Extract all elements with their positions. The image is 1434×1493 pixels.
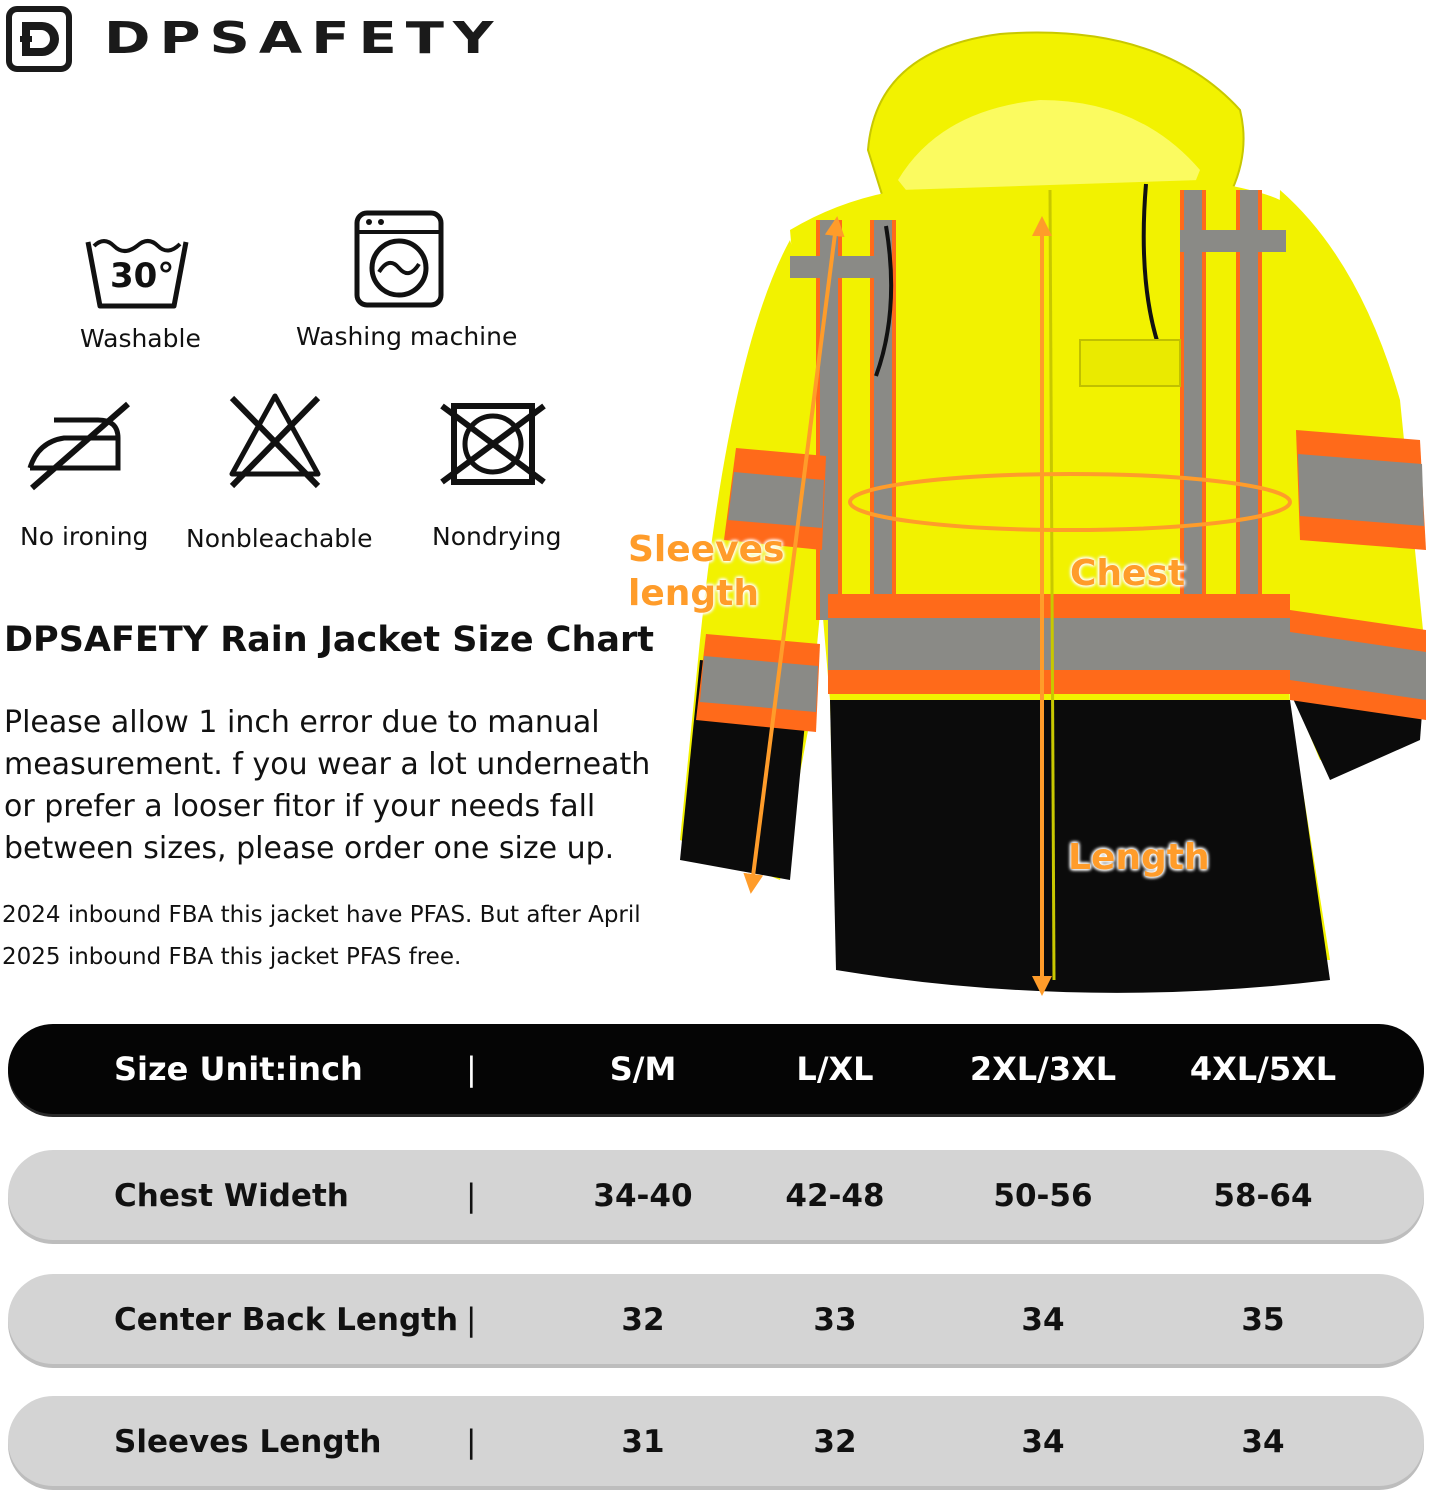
logo-d-icon [6, 6, 72, 72]
table-cell: 32 [621, 1302, 665, 1338]
table-cell: 42-48 [785, 1178, 885, 1214]
table-cell: 34 [1021, 1302, 1065, 1338]
note-line: or prefer a looser fitor if your needs fall [4, 789, 596, 824]
row-label: Center Back Length [114, 1302, 459, 1338]
table-cell: 32 [813, 1424, 857, 1460]
pfas-line: 2025 inbound FBA this jacket PFAS free. [2, 944, 462, 970]
size-column-header: 2XL/3XL [969, 1050, 1117, 1088]
row-label: Sleeves Length [114, 1424, 382, 1460]
care-label-nondrying: Nondrying [432, 522, 562, 551]
size-column-header: 4XL/5XL [1189, 1050, 1337, 1088]
no-tumble-dry-icon [438, 402, 548, 486]
sleeves-length-callout [628, 528, 784, 616]
table-cell: 34 [1021, 1424, 1065, 1460]
care-label-washable: Washable [80, 324, 201, 353]
care-label-nonbleachable: Nonbleachable [186, 524, 373, 553]
table-cell: 50-56 [993, 1178, 1093, 1214]
size-chart-title: DPSAFETY Rain Jacket Size Chart [4, 620, 654, 660]
row-separator: | [466, 1302, 477, 1338]
size-table-header [8, 1024, 1424, 1114]
row-separator: | [466, 1178, 477, 1214]
header-separator: | [466, 1050, 477, 1088]
no-iron-icon [24, 398, 134, 494]
callout-line: length [628, 573, 759, 614]
length-callout: Length [1068, 837, 1210, 878]
header-label: Size Unit:inch [114, 1050, 363, 1088]
table-row-center-back-length [8, 1274, 1424, 1364]
note-line: between sizes, please order one size up. [4, 831, 615, 866]
table-cell: 34-40 [593, 1178, 693, 1214]
note-line: measurement. f you wear a lot underneath [4, 747, 651, 782]
wash-temperature: 30° [110, 256, 175, 296]
measurement-note [4, 702, 651, 870]
pfas-note [2, 894, 652, 978]
row-separator: | [466, 1424, 477, 1460]
washing-machine-icon [354, 210, 444, 308]
callout-line: Sleeves [628, 529, 785, 570]
row-label: Chest Wideth [114, 1178, 349, 1214]
brand-logo-mark [6, 6, 72, 72]
table-cell: 33 [813, 1302, 857, 1338]
table-cell: 31 [621, 1424, 665, 1460]
table-row-sleeves-length [8, 1396, 1424, 1486]
table-cell: 35 [1241, 1302, 1285, 1338]
chest-callout: Chest [1070, 553, 1186, 594]
jacket-image [640, 20, 1434, 1010]
note-line: Please allow 1 inch error due to manual [4, 705, 600, 740]
care-label-no-ironing: No ironing [20, 522, 149, 551]
pfas-line: 2024 inbound FBA this jacket have PFAS. But after April [2, 902, 641, 928]
table-cell: 58-64 [1213, 1178, 1313, 1214]
brand-wordmark: DPSAFETY [104, 13, 503, 64]
size-column-header: L/XL [796, 1050, 874, 1088]
size-column-header: S/M [609, 1050, 677, 1088]
table-row-chest [8, 1150, 1424, 1240]
no-bleach-icon [226, 390, 324, 490]
care-label-washing-machine: Washing machine [296, 322, 518, 351]
table-cell: 34 [1241, 1424, 1285, 1460]
